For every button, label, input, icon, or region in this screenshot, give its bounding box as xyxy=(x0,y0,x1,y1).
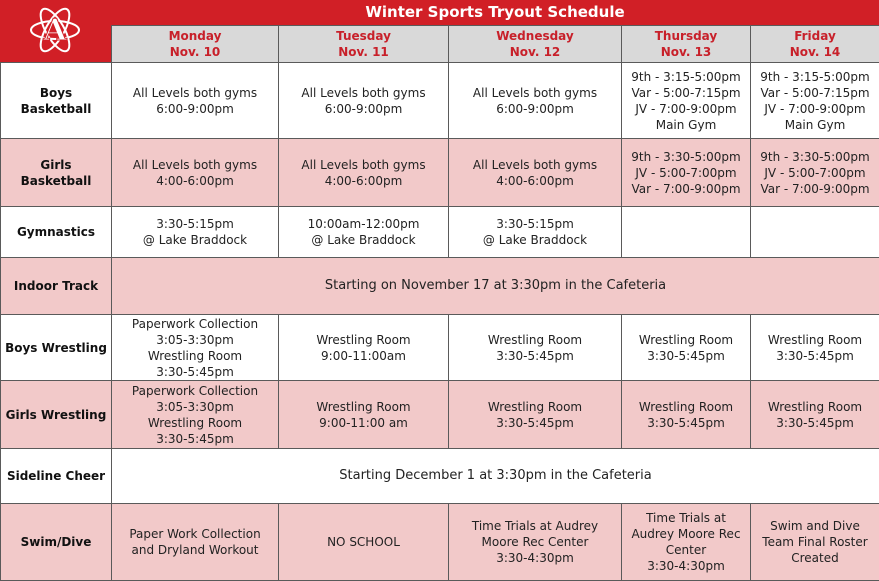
cell-line: Paperwork Collection xyxy=(114,316,276,332)
schedule-cell xyxy=(622,315,751,381)
cell-line: JV - 5:00-7:00pm xyxy=(624,165,748,181)
cell-line: 6:00-9:00pm xyxy=(451,101,619,117)
cell-line: @ Lake Braddock xyxy=(281,232,446,248)
cell-line: Wrestling Room xyxy=(451,332,619,348)
schedule-row-indoor-track xyxy=(1,258,879,315)
sport-name: Boys Basketball xyxy=(1,63,112,139)
day-name: Wednesday xyxy=(451,28,619,44)
cell-line: Wrestling Room xyxy=(281,399,446,415)
cell-line: Time Trials at Audrey xyxy=(451,518,619,534)
schedule-cell xyxy=(112,207,279,258)
cell-line: 3:30-5:45pm xyxy=(624,415,748,431)
day-name: Tuesday xyxy=(281,28,446,44)
sport-name: Girls Wrestling xyxy=(1,381,112,449)
schedule-row-girls-wrestling xyxy=(1,381,879,449)
schedule-cell xyxy=(112,381,279,449)
cell-line: 4:00-6:00pm xyxy=(451,173,619,189)
corner-cell xyxy=(1,26,112,63)
cell-line: Wrestling Room xyxy=(624,399,748,415)
cell-line: @ Lake Braddock xyxy=(114,232,276,248)
cell-line: Team Final Roster xyxy=(753,534,877,550)
day-header-tuesday xyxy=(279,26,449,63)
schedule-cell xyxy=(622,63,751,139)
schedule-cell xyxy=(112,504,279,581)
cell-line: Moore Rec Center xyxy=(451,534,619,550)
sport-name: Boys Wrestling xyxy=(1,315,112,381)
schedule-cell xyxy=(449,207,622,258)
schedule-cell-span: Starting December 1 at 3:30pm in the Cafeteria xyxy=(112,449,879,504)
schedule-cell xyxy=(751,504,879,581)
cell-line: All Levels both gyms xyxy=(114,85,276,101)
cell-line: Wrestling Room xyxy=(451,399,619,415)
page-title: Winter Sports Tryout Schedule xyxy=(111,0,879,25)
cell-line: Center xyxy=(624,542,748,558)
cell-line: Var - 5:00-7:15pm xyxy=(624,85,748,101)
cell-line: Wrestling Room xyxy=(114,348,276,364)
cell-line: 6:00-9:00pm xyxy=(114,101,276,117)
cell-line: Wrestling Room xyxy=(281,332,446,348)
sport-name: Gymnastics xyxy=(1,207,112,258)
cell-line: 9:00-11:00am xyxy=(281,348,446,364)
day-header-friday xyxy=(751,26,879,63)
cell-line: 9th - 3:30-5:00pm xyxy=(624,149,748,165)
schedule-cell xyxy=(112,315,279,381)
schedule-cell xyxy=(279,139,449,207)
cell-line: Paper Work Collection xyxy=(114,526,276,542)
schedule-cell xyxy=(279,63,449,139)
schedule-row-girls-basketball xyxy=(1,139,879,207)
schedule-row-boys-wrestling xyxy=(1,315,879,381)
schedule-cell xyxy=(751,63,879,139)
cell-line: 3:05-3:30pm xyxy=(114,399,276,415)
cell-line: Var - 7:00-9:00pm xyxy=(753,181,877,197)
sport-name: Indoor Track xyxy=(1,258,112,315)
schedule-row-sideline-cheer xyxy=(1,449,879,504)
schedule-row-gymnastics xyxy=(1,207,879,258)
day-date: Nov. 13 xyxy=(624,44,748,60)
cell-line: 3:30-5:15pm xyxy=(451,216,619,232)
cell-line: Wrestling Room xyxy=(753,332,877,348)
cell-line: Wrestling Room xyxy=(753,399,877,415)
cell-line: 3:30-5:45pm xyxy=(451,348,619,364)
cell-line: 3:30-5:45pm xyxy=(114,364,276,380)
cell-line: 3:30-5:15pm xyxy=(114,216,276,232)
day-date: Nov. 11 xyxy=(281,44,446,60)
cell-line: Swim and Dive xyxy=(753,518,877,534)
cell-line: 3:30-5:45pm xyxy=(114,431,276,447)
day-date: Nov. 12 xyxy=(451,44,619,60)
schedule-cell xyxy=(751,139,879,207)
cell-line: NO SCHOOL xyxy=(281,534,446,550)
schedule-cell xyxy=(622,139,751,207)
cell-line: @ Lake Braddock xyxy=(451,232,619,248)
cell-line: All Levels both gyms xyxy=(281,85,446,101)
cell-line: All Levels both gyms xyxy=(451,85,619,101)
cell-line: 10:00am-12:00pm xyxy=(281,216,446,232)
cell-line: 9th - 3:15-5:00pm xyxy=(624,69,748,85)
cell-line: 3:30-4:30pm xyxy=(451,550,619,566)
day-name: Thursday xyxy=(624,28,748,44)
schedule-cell xyxy=(112,139,279,207)
schedule-cell xyxy=(622,504,751,581)
schedule-cell xyxy=(279,381,449,449)
schedule-cell-span: Starting on November 17 at 3:30pm in the Cafeteria xyxy=(112,258,879,315)
cell-line: Time Trials at xyxy=(624,510,748,526)
cell-line: and Dryland Workout xyxy=(114,542,276,558)
cell-line: 3:05-3:30pm xyxy=(114,332,276,348)
schedule-cell xyxy=(112,63,279,139)
schedule-cell xyxy=(279,504,449,581)
schedule-body xyxy=(1,63,879,581)
cell-line: Main Gym xyxy=(624,117,748,133)
schedule-row-swim-dive xyxy=(1,504,879,581)
cell-line: All Levels both gyms xyxy=(281,157,446,173)
sport-name: Girls Basketball xyxy=(1,139,112,207)
cell-line: JV - 5:00-7:00pm xyxy=(753,165,877,181)
cell-line: Audrey Moore Rec xyxy=(624,526,748,542)
cell-line: 3:30-5:45pm xyxy=(753,415,877,431)
schedule-cell xyxy=(449,381,622,449)
day-date: Nov. 10 xyxy=(114,44,276,60)
schedule-cell xyxy=(449,63,622,139)
cell-line: 3:30-5:45pm xyxy=(624,348,748,364)
schedule-cell xyxy=(751,207,879,258)
cell-line: 9:00-11:00 am xyxy=(281,415,446,431)
day-header-monday xyxy=(112,26,279,63)
schedule-table xyxy=(0,25,879,581)
schedule-cell xyxy=(279,315,449,381)
cell-line: Created xyxy=(753,550,877,566)
cell-line: All Levels both gyms xyxy=(114,157,276,173)
cell-line: JV - 7:00-9:00pm xyxy=(753,101,877,117)
schedule-cell xyxy=(449,315,622,381)
schedule-cell xyxy=(751,315,879,381)
cell-line: All Levels both gyms xyxy=(451,157,619,173)
schedule-cell xyxy=(279,207,449,258)
cell-line: 3:30-5:45pm xyxy=(753,348,877,364)
logo-letter: A xyxy=(42,13,67,48)
cell-line: 9th - 3:30-5:00pm xyxy=(753,149,877,165)
schedule-row-boys-basketball xyxy=(1,63,879,139)
cell-line: Wrestling Room xyxy=(624,332,748,348)
schedule-cell xyxy=(449,504,622,581)
sport-name: Sideline Cheer xyxy=(1,449,112,504)
day-header-thursday xyxy=(622,26,751,63)
sport-name: Swim/Dive xyxy=(1,504,112,581)
cell-line: Paperwork Collection xyxy=(114,383,276,399)
schedule-cell xyxy=(449,139,622,207)
cell-line: 3:30-4:30pm xyxy=(624,558,748,574)
cell-line: 4:00-6:00pm xyxy=(114,173,276,189)
cell-line: Wrestling Room xyxy=(114,415,276,431)
schedule-cell xyxy=(751,381,879,449)
cell-line: Main Gym xyxy=(753,117,877,133)
day-header-row xyxy=(1,26,879,63)
schedule-cell xyxy=(622,207,751,258)
cell-line: Var - 7:00-9:00pm xyxy=(624,181,748,197)
cell-line: JV - 7:00-9:00pm xyxy=(624,101,748,117)
day-date: Nov. 14 xyxy=(753,44,877,60)
schedule-cell xyxy=(622,381,751,449)
cell-line: 4:00-6:00pm xyxy=(281,173,446,189)
cell-line: Var - 5:00-7:15pm xyxy=(753,85,877,101)
cell-line: 3:30-5:45pm xyxy=(451,415,619,431)
day-name: Friday xyxy=(753,28,877,44)
cell-line: 6:00-9:00pm xyxy=(281,101,446,117)
day-header-wednesday xyxy=(449,26,622,63)
cell-line: 9th - 3:15-5:00pm xyxy=(753,69,877,85)
day-name: Monday xyxy=(114,28,276,44)
